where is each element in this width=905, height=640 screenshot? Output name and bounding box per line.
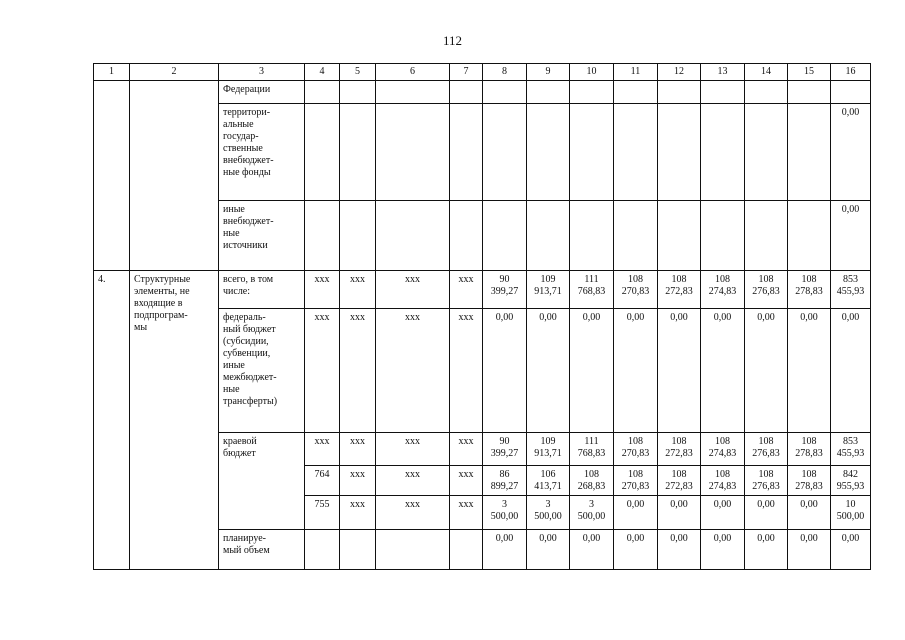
header-cell: 14	[745, 64, 788, 81]
value-cell: 0,00	[701, 309, 745, 433]
value-cell: 0,00	[483, 530, 527, 570]
value-cell: 0,00	[745, 309, 788, 433]
value-cell: 3 500,00	[527, 496, 570, 530]
value-cell: 108 276,83	[745, 433, 788, 466]
value-cell: 3 500,00	[483, 496, 527, 530]
value-cell: 0,00	[614, 309, 658, 433]
header-cell: 11	[614, 64, 658, 81]
header-cell: 3	[219, 64, 305, 81]
value-cell: 108 278,83	[788, 433, 831, 466]
value-cell: 0,00	[527, 530, 570, 570]
value-cell: 108 274,83	[701, 271, 745, 309]
value-cell: 108 276,83	[745, 271, 788, 309]
value-cell: 108 270,83	[614, 466, 658, 496]
value-cell: 108 270,83	[614, 433, 658, 466]
source-label: всего, в том числе:	[219, 271, 305, 309]
table-row	[94, 81, 871, 104]
total-cell: 842 955,93	[831, 466, 871, 496]
value-cell: 108 272,83	[658, 466, 701, 496]
value-cell: 0,00	[788, 496, 831, 530]
table-row	[94, 271, 871, 309]
budget-table	[93, 63, 871, 570]
value-cell: 109 913,71	[527, 433, 570, 466]
total-cell: 0,00	[831, 104, 871, 201]
code-cell: ххх	[376, 466, 450, 496]
value-cell: 90 399,27	[483, 433, 527, 466]
value-cell: 0,00	[745, 530, 788, 570]
value-cell: 0,00	[701, 530, 745, 570]
value-cell: 0,00	[483, 309, 527, 433]
source-label: федераль- ный бюджет (субсидии, субвенции, иные межбюджет- ные трансферты)	[219, 309, 305, 433]
value-cell: 108 268,83	[570, 466, 614, 496]
row-number-cell: 4.	[94, 271, 130, 570]
header-cell: 1	[94, 64, 130, 81]
total-cell: 0,00	[831, 530, 871, 570]
header-cell: 10	[570, 64, 614, 81]
code-cell: ххх	[340, 271, 376, 309]
value-cell: 90 399,27	[483, 271, 527, 309]
value-cell: 0,00	[570, 309, 614, 433]
value-cell: 111 768,83	[570, 433, 614, 466]
code-cell: ххх	[376, 433, 450, 466]
code-cell: ххх	[450, 309, 483, 433]
source-label: Федерации	[219, 81, 305, 104]
value-cell: 0,00	[527, 309, 570, 433]
total-cell: 853 455,93	[831, 433, 871, 466]
code-cell: ххх	[450, 496, 483, 530]
code-cell: ххх	[340, 309, 376, 433]
value-cell: 0,00	[788, 309, 831, 433]
header-cell: 8	[483, 64, 527, 81]
value-cell: 108 270,83	[614, 271, 658, 309]
source-label: краевой бюджет	[219, 433, 305, 530]
value-cell: 106 413,71	[527, 466, 570, 496]
value-cell: 0,00	[614, 496, 658, 530]
value-cell: 0,00	[658, 496, 701, 530]
header-cell: 15	[788, 64, 831, 81]
code-cell: ххх	[340, 433, 376, 466]
code-cell: ххх	[376, 309, 450, 433]
header-cell: 13	[701, 64, 745, 81]
value-cell: 0,00	[658, 530, 701, 570]
header-row	[94, 64, 871, 81]
code-cell: ххх	[450, 271, 483, 309]
value-cell: 108 272,83	[658, 433, 701, 466]
code-cell: ххх	[376, 496, 450, 530]
value-cell: 109 913,71	[527, 271, 570, 309]
value-cell: 86 899,27	[483, 466, 527, 496]
row-number-cell	[94, 81, 130, 271]
row-name-cell	[130, 81, 219, 271]
value-cell: 108 278,83	[788, 271, 831, 309]
code-cell: ххх	[340, 466, 376, 496]
code-cell: ххх	[305, 271, 340, 309]
value-cell: 108 274,83	[701, 433, 745, 466]
code-cell: ххх	[340, 496, 376, 530]
value-cell: 108 272,83	[658, 271, 701, 309]
total-cell: 0,00	[831, 201, 871, 271]
header-cell: 7	[450, 64, 483, 81]
value-cell: 0,00	[701, 496, 745, 530]
code-cell: ххх	[450, 466, 483, 496]
header-cell: 5	[340, 64, 376, 81]
total-cell: 853 455,93	[831, 271, 871, 309]
header-cell: 4	[305, 64, 340, 81]
value-cell: 108 274,83	[701, 466, 745, 496]
total-cell: 0,00	[831, 309, 871, 433]
page-number: 112	[442, 33, 463, 48]
total-cell: 10 500,00	[831, 496, 871, 530]
value-cell: 3 500,00	[570, 496, 614, 530]
code-cell: ххх	[376, 271, 450, 309]
header-cell: 9	[527, 64, 570, 81]
code-cell: ххх	[305, 433, 340, 466]
code-cell: ххх	[305, 309, 340, 433]
value-cell: 0,00	[658, 309, 701, 433]
value-cell: 111 768,83	[570, 271, 614, 309]
value-cell: 108 278,83	[788, 466, 831, 496]
source-label: планируе- мый объем	[219, 530, 305, 570]
header-cell: 12	[658, 64, 701, 81]
value-cell: 0,00	[570, 530, 614, 570]
value-cell: 0,00	[788, 530, 831, 570]
value-cell: 0,00	[745, 496, 788, 530]
header-cell: 2	[130, 64, 219, 81]
code-cell: 764	[305, 466, 340, 496]
header-cell: 6	[376, 64, 450, 81]
value-cell: 0,00	[614, 530, 658, 570]
value-cell: 108 276,83	[745, 466, 788, 496]
row-name-cell: Структурные элементы, не входящие в подпрограм- мы	[130, 271, 219, 570]
code-cell: 755	[305, 496, 340, 530]
source-label: территори- альные государ- ственные внебюджет- ные фонды	[219, 104, 305, 201]
code-cell: ххх	[450, 433, 483, 466]
header-cell: 16	[831, 64, 871, 81]
source-label: иные внебюджет- ные источники	[219, 201, 305, 271]
